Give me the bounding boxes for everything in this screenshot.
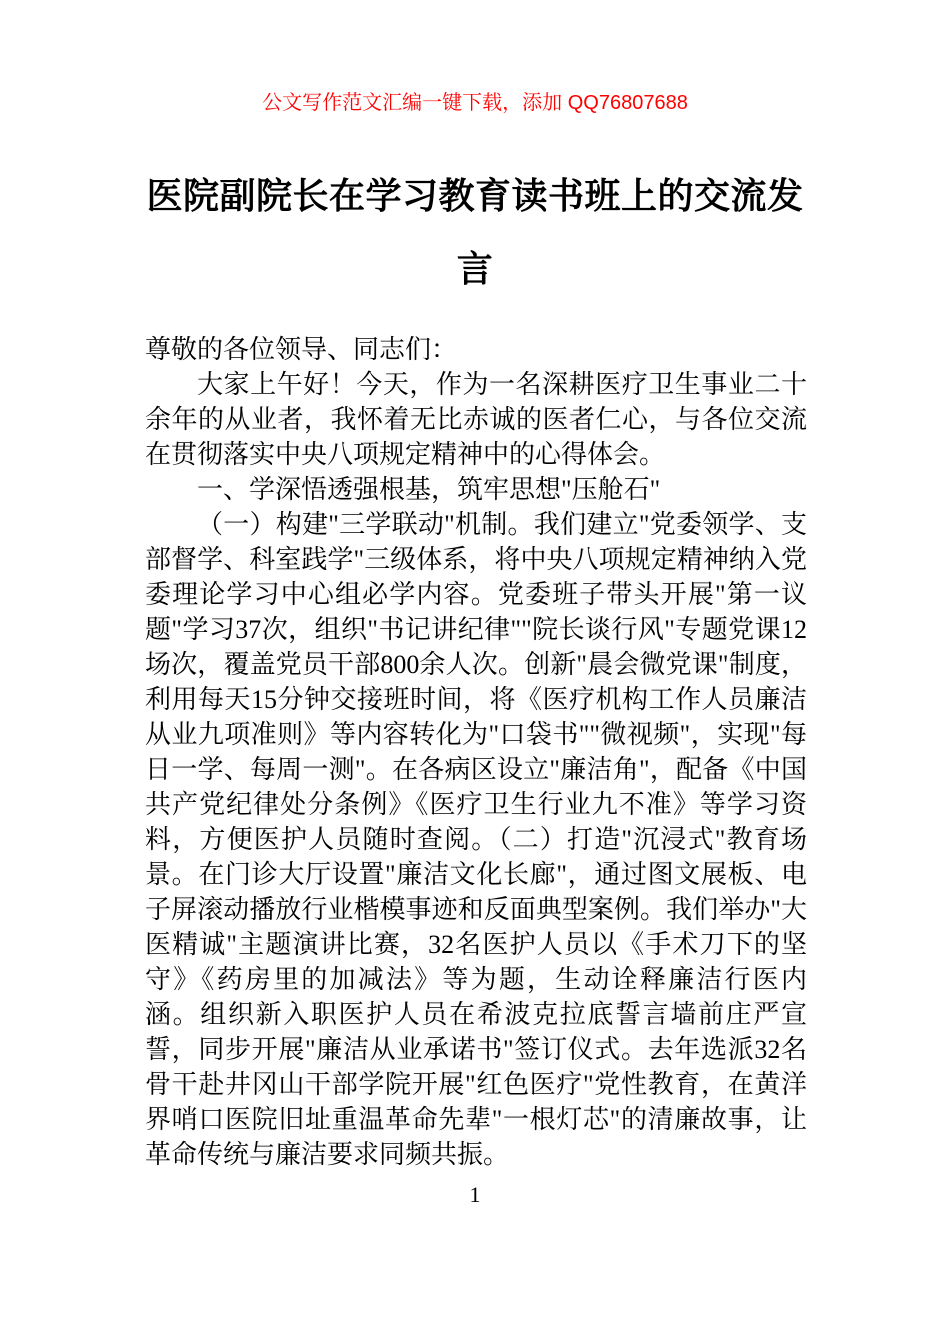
document-body (145, 332, 807, 1172)
paragraph: （一）构建"三学联动"机制。我们建立"党委领学、支部督学、科室践学"三级体系，将中央八项规定精神纳入党委理论学习中心组必学内容。党委班子带头开展"第一议题"学习37次，组织"书记讲纪律""院长谈行风"专题党课12场次，覆盖党员干部800余人次。创新"晨会微党课"制度，利用每天15分钟交接班时间，将《医疗机构工作人员廉洁从业九项准则》等内容转化为"口袋书""微视频"，实现"每日一学、每周一测"。在各病区设立"廉洁角"，配备《中国共产党纪律处分条例》《医疗卫生行业九不准》等学习资料，方便医护人员随时查阅。（二）打造"沉浸式"教育场景。在门诊大厅设置"廉洁文化长廊"，通过图文展板、电子屏滚动播放行业楷模事迹和反面典型案例。我们举办"大医精诚"主题演讲比赛，32名医护人员以《手术刀下的坚守》《药房里的加减法》等为题，生动诠释廉洁行医内涵。组织新入职医护人员在希波克拉底誓言墙前庄严宣誓，同步开展"廉洁从业承诺书"签订仪式。去年选派32名骨干赴井冈山干部学院开展"红色医疗"党性教育，在黄洋界哨口医院旧址重温革命先辈"一根灯芯"的清廉故事，让革命传统与廉洁要求同频共振。 (145, 510, 807, 1169)
paragraph: 尊敬的各位领导、同志们： (145, 335, 458, 364)
page-number: 1 (469, 1182, 481, 1207)
document-title: 医院副院长在学习教育读书班上的交流发言 (146, 176, 804, 289)
paragraph: 一、学深悟透强根基，筑牢思想"压舱石" (197, 475, 661, 504)
paragraph: 大家上午好！今天，作为一名深耕医疗卫生事业二十余年的从业者，我怀着无比赤诚的医者仁心，与各位交流在贯彻落实中央八项规定精神中的心得体会。 (145, 370, 807, 469)
promo-banner: 公文写作范文汇编一键下载，添加 QQ76807688 (262, 92, 688, 114)
